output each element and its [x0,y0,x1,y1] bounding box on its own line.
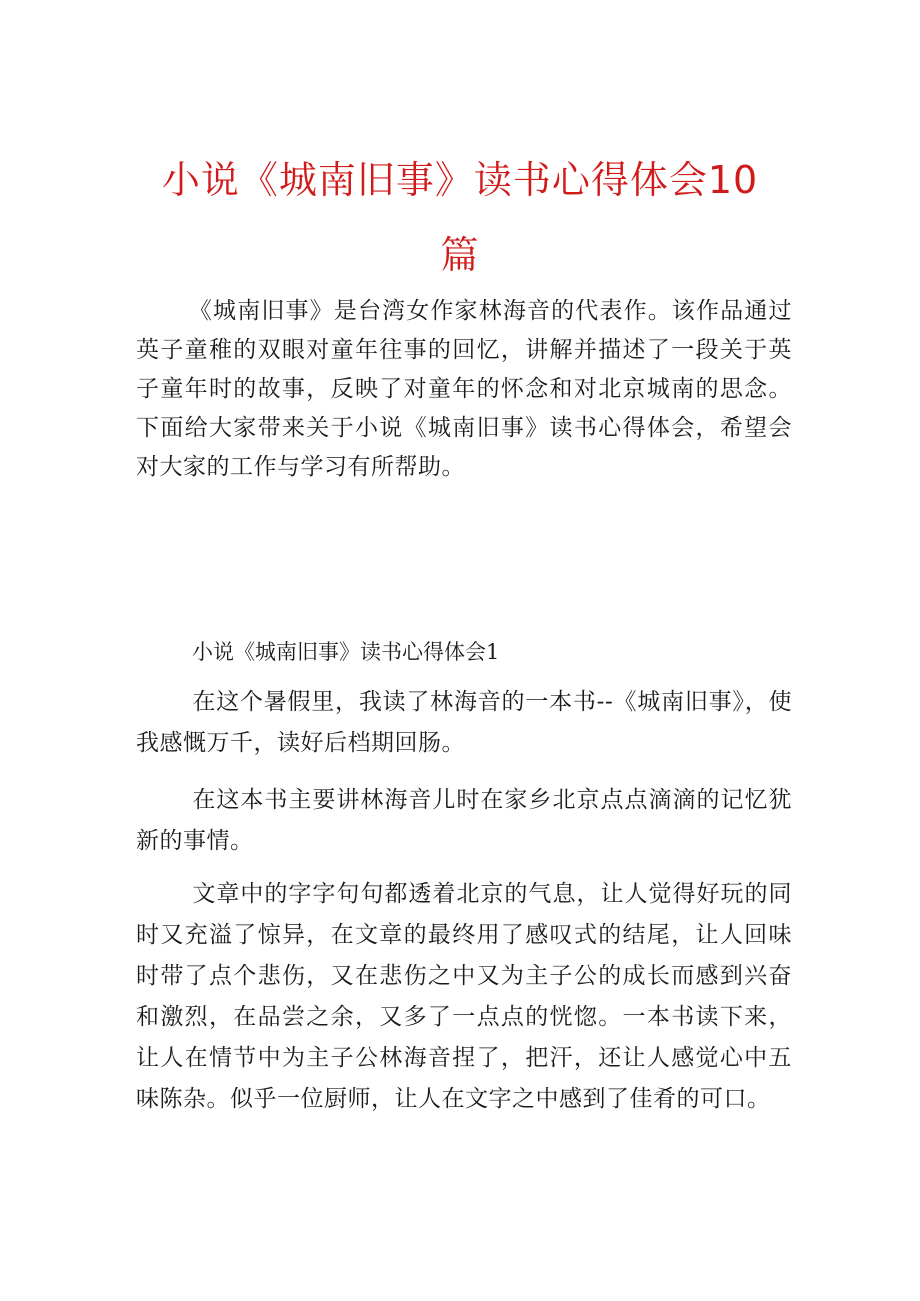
intro-text: 《城南旧事》是台湾女作家林海音的代表作。该作品通过英子童稚的双眼对童年往事的回忆，讲解并描述了一段关于英子童年时的故事，反映了对童年的怀念和对北京城南的思念。下面给大家带来关于小说《城南旧事》读书心得体会，希望会对大家的工作与学习有所帮助。 [136,298,792,480]
document-title-line-1: 小说《城南旧事》读书心得体会10 [161,158,759,202]
intro-paragraph [136,292,792,487]
body-paragraph-3: 文章中的字字句句都透着北京的气息，让人觉得好玩的同时又充溢了惊异，在文章的最终用了感叹式的结尾，让人回味时带了点个悲伤，又在悲伤之中又为主子公的成长而感到兴奋和激烈，在品尝之余，又多了一点点的恍惚。一本书读下来，让人在情节中为主子公林海音捏了，把汗，还让人感觉心中五味陈杂。似乎一位厨师，让人在文字之中感到了佳肴的可口。 [136,881,792,1112]
body-paragraph-1: 在这个暑假里，我读了林海音的一本书--《城南旧事》，使我感慨万千，读好后档期回肠。 [136,689,792,756]
section-heading: 小说《城南旧事》读书心得体会1 [192,640,500,664]
body-paragraph-2: 在这本书主要讲林海音儿时在家乡北京点点滴滴的记忆犹新的事情。 [136,787,792,854]
document-title-line-2: 篇 [440,233,480,277]
